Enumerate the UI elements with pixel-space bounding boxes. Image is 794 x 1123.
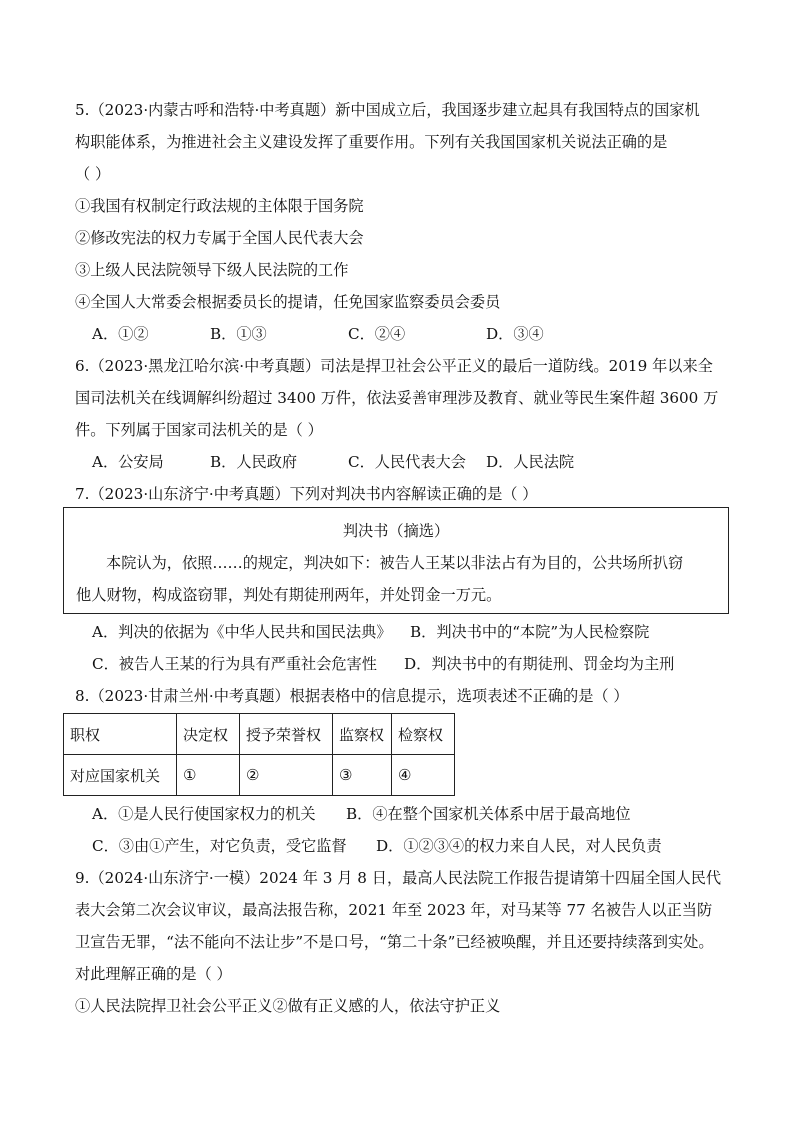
q6-stem-line-3: 件。下列属于国家司法机关的是（ ） <box>75 421 323 439</box>
q8-option-c: C．③由①产生，对它负责，受它监督 <box>92 837 347 855</box>
table-cell: ④ <box>392 755 455 796</box>
q7-stem-line-1: 7.（2023·山东济宁·中考真题）下列对判决书内容解读正确的是（ ） <box>75 485 538 503</box>
table-row <box>64 755 455 796</box>
q9-stem-line-2: 表大会第二次会议审议，最高法报告称，2021 年至 2023 年，对马某等 77 名被告人以正当防 <box>75 901 713 919</box>
q9-stem-line-4: 对此理解正确的是（ ） <box>75 965 232 983</box>
q9-stem-line-1: 9.（2024·山东济宁·一模）2024 年 3 月 8 日，最高人民法院工作报告提请第十四届全国人民代 <box>75 869 722 887</box>
verdict-line-2: 他人财物，构成盗窃罪，判处有期徒刑两年，并处罚金一万元。 <box>76 586 502 604</box>
q7-option-c: C．被告人王某的行为具有严重社会危害性 <box>92 655 377 673</box>
verdict-line-1: 本院认为，依照……的规定，判决如下：被告人王某以非法占有为目的，公共场所扒窃 <box>106 554 684 572</box>
q6-option-c: C．人民代表大会 <box>348 453 466 471</box>
q9-stem-line-3: 卫宣告无罪，“法不能向不法让步”不是口号，“第二十条”已经被唤醒，并且还要持续落到实处。 <box>75 933 714 951</box>
q8-option-d: D．①②③④的权力来自人民，对人民负责 <box>376 837 662 855</box>
verdict-excerpt-box <box>63 507 729 614</box>
q5-statement-3: ③上级人民法院领导下级人民法院的工作 <box>75 261 349 279</box>
verdict-title: 判决书（摘选） <box>342 522 450 540</box>
q7-option-d: D．判决书中的有期徒刑、罚金均为主刑 <box>404 655 675 673</box>
q5-stem-line-2: 构职能体系，为推进社会主义建设发挥了重要作用。下列有关我国国家机关说法正确的是 <box>75 133 668 151</box>
q8-option-a: A．①是人民行使国家权力的机关 <box>92 805 316 823</box>
q6-option-a: A．公安局 <box>92 453 164 471</box>
table-header-cell: 决定权 <box>177 714 240 755</box>
table-cell: ③ <box>333 755 392 796</box>
table-header-cell: 授予荣誉权 <box>240 714 333 755</box>
table-cell: 对应国家机关 <box>64 755 177 796</box>
q5-stem-line-1: 5.（2023·内蒙古呼和浩特·中考真题）新中国成立后，我国逐步建立起具有我国特点的国家机 <box>75 101 700 119</box>
table-header-row <box>64 714 455 755</box>
q9-statements-1-2: ①人民法院捍卫社会公平正义②做有正义感的人，依法守护正义 <box>75 997 501 1015</box>
q6-stem-line-1: 6.（2023·黑龙江哈尔滨·中考真题）司法是捍卫社会公平正义的最后一道防线。2019 年以来全 <box>75 357 713 375</box>
q7-option-a: A．判决的依据为《中华人民共和国民法典》 <box>92 623 392 641</box>
q5-statement-4: ④全国人大常委会根据委员长的提请，任免国家监察委员会委员 <box>75 293 501 311</box>
table-cell: ① <box>177 755 240 796</box>
q5-statement-2: ②修改宪法的权力专属于全国人民代表大会 <box>75 229 364 247</box>
table-header-cell: 职权 <box>64 714 177 755</box>
q6-stem-line-2: 国司法机关在线调解纠纷超过 3400 万件，依法妥善审理涉及教育、就业等民生案件超 3600 万 <box>75 389 719 407</box>
q5-option-d: D．③④ <box>486 325 544 343</box>
q8-stem-line-1: 8.（2023·甘肃兰州·中考真题）根据表格中的信息提示，选项表述不正确的是（ ） <box>75 687 629 705</box>
power-table <box>63 713 455 796</box>
table-header-cell: 监察权 <box>333 714 392 755</box>
q6-option-b: B．人民政府 <box>210 453 298 471</box>
q8-option-b: B．④在整个国家机关体系中居于最高地位 <box>346 805 631 823</box>
table-header-cell: 检察权 <box>392 714 455 755</box>
q6-option-d: D．人民法院 <box>486 453 575 471</box>
table-cell: ② <box>240 755 333 796</box>
q5-option-b: B．①③ <box>210 325 267 343</box>
q5-stem-line-3: （ ） <box>75 165 111 183</box>
q5-option-c: C．②④ <box>348 325 406 343</box>
q5-statement-1: ①我国有权制定行政法规的主体限于国务院 <box>75 197 364 215</box>
q7-option-b: B．判决书中的“本院”为人民检察院 <box>410 623 650 641</box>
q5-option-a: A．①② <box>92 325 149 343</box>
